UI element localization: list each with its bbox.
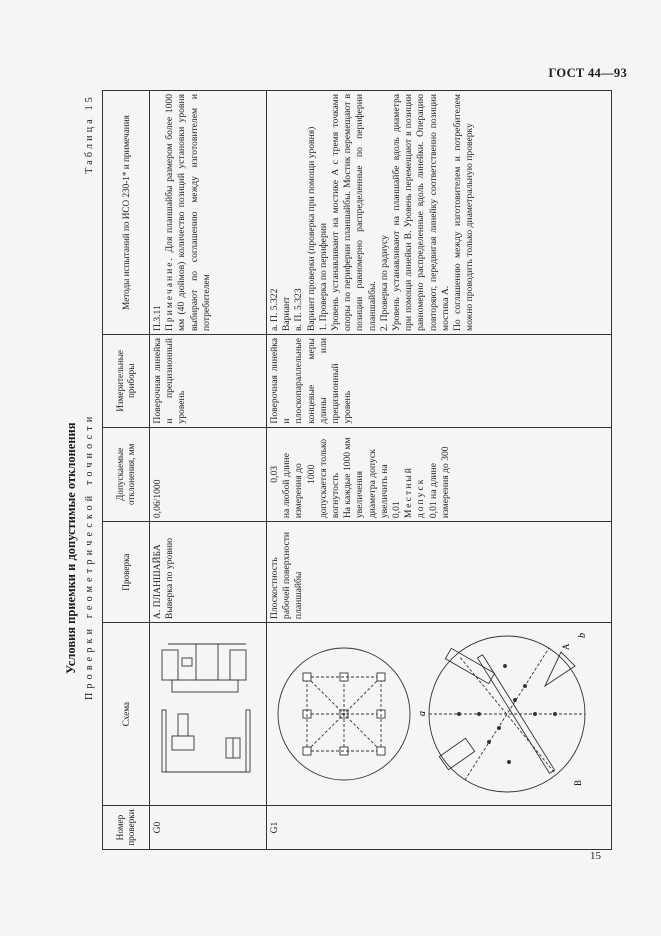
tolerance-cell: 0,06/1000 [150,427,267,522]
standard-header: ГОСТ 44—93 [548,66,627,80]
tol-text: на любой длине измерения до [281,452,305,519]
check-number: G1 [267,806,612,850]
methods-ref-b: в. П. 5.323 [293,288,305,331]
table-label: Таблица 15 [84,94,95,174]
methods-radius-heading: 2. Проверка по радиусу [378,235,390,331]
note-label: Примечание. [164,256,176,331]
section-title: Условия приемки и допустимые отклонения [64,422,78,674]
methods-cell [267,91,612,335]
check-heading: А. ПЛАНШАЙБА [152,544,163,620]
instruments-cell: Поверочная линейка и прецизионный уровень [150,335,267,428]
check-text: Выверка по уровню [164,537,176,620]
tol-local-value: 0,01 на длине измерения до 300 [427,446,451,519]
methods-periphery-text: Уровень устанавливают на мостике А с тремя точками опоры по периферии планшайбы. Мостик перемещают в позиции равномерно распределенные по периферии планшайбы. [330,94,378,331]
methods-periphery-heading: 1. Проверка по периферии [317,222,329,331]
inspection-table [102,90,612,850]
table-header-row [103,91,150,850]
label-A: A [561,643,571,651]
methods-cell [150,91,267,335]
check-number: G0 [150,806,267,850]
rotated-table-area [60,90,588,850]
col-methods-header: Методы испытаний по ИСО 230-1* и примечания [103,91,150,335]
methods-variant-level: Вариант проверки (проверка при помощи уровня) [305,126,317,331]
table-row [150,91,267,850]
table-row [267,91,612,850]
tol-local-label: Местный допуск [403,466,427,519]
level-scheme-drawing [152,626,260,802]
methods-variant: Вариант [281,296,293,331]
page-number: 15 [590,850,601,862]
col-number-header: Номер проверки [103,806,150,850]
flatness-scheme-drawing [269,626,603,802]
label-B: B [573,780,583,787]
methods-ref-a: а. П. 5.322 [269,288,280,331]
label-a: a [417,711,428,717]
col-tolerance-header: Допускаемые отклонения, мм [103,427,150,522]
col-instruments-header: Измерительные приборы [103,335,150,428]
label-b: b [577,633,588,639]
col-check-header: Проверка [103,522,150,623]
tol-note: допускается только вогнутость [317,438,342,519]
rotated-content [60,90,588,850]
methods-agreement: По соглашению между изготовителем и потребителем можно проводить только диаметральную проверку [452,94,476,331]
tol-length: 1000 [305,464,317,484]
tol-value: 0,03 [269,465,280,483]
tolerance-cell [267,427,612,522]
methods-ref: П.3.11 [152,305,163,331]
scheme-cell [267,623,612,806]
tol-increase: На каждые 1000 мм увеличения диаметра допуск увеличить на [342,437,390,519]
check-description: Плоскостность рабочей поверхности планшайбы [267,522,612,623]
section-subtitle: Проверки геометрической точности [84,412,95,700]
check-description [150,522,267,623]
scheme-cell [150,623,267,806]
col-scheme-header: Схема [103,623,150,806]
methods-radius-text: Уровень устанавливают на планшайбе вдоль диаметра при помощи линейки В. Уровень перемещают в позиции равномерно распределенные вдоль линейки. Операцию повторяют, передвигая линейку соответственно позиции мостика А. [391,94,451,331]
instruments-cell: Поверочная линейка и плоскопараллельные концевые меры длины или прецизионный уровень [267,335,612,428]
note-text: Для планшайбы размером более 1000 мм (40 дюймов) количество позиций установки уровня выбирают по соглашению между изготовителем и потребителем [164,94,212,331]
tol-increase-value: 0,01 [391,501,403,519]
